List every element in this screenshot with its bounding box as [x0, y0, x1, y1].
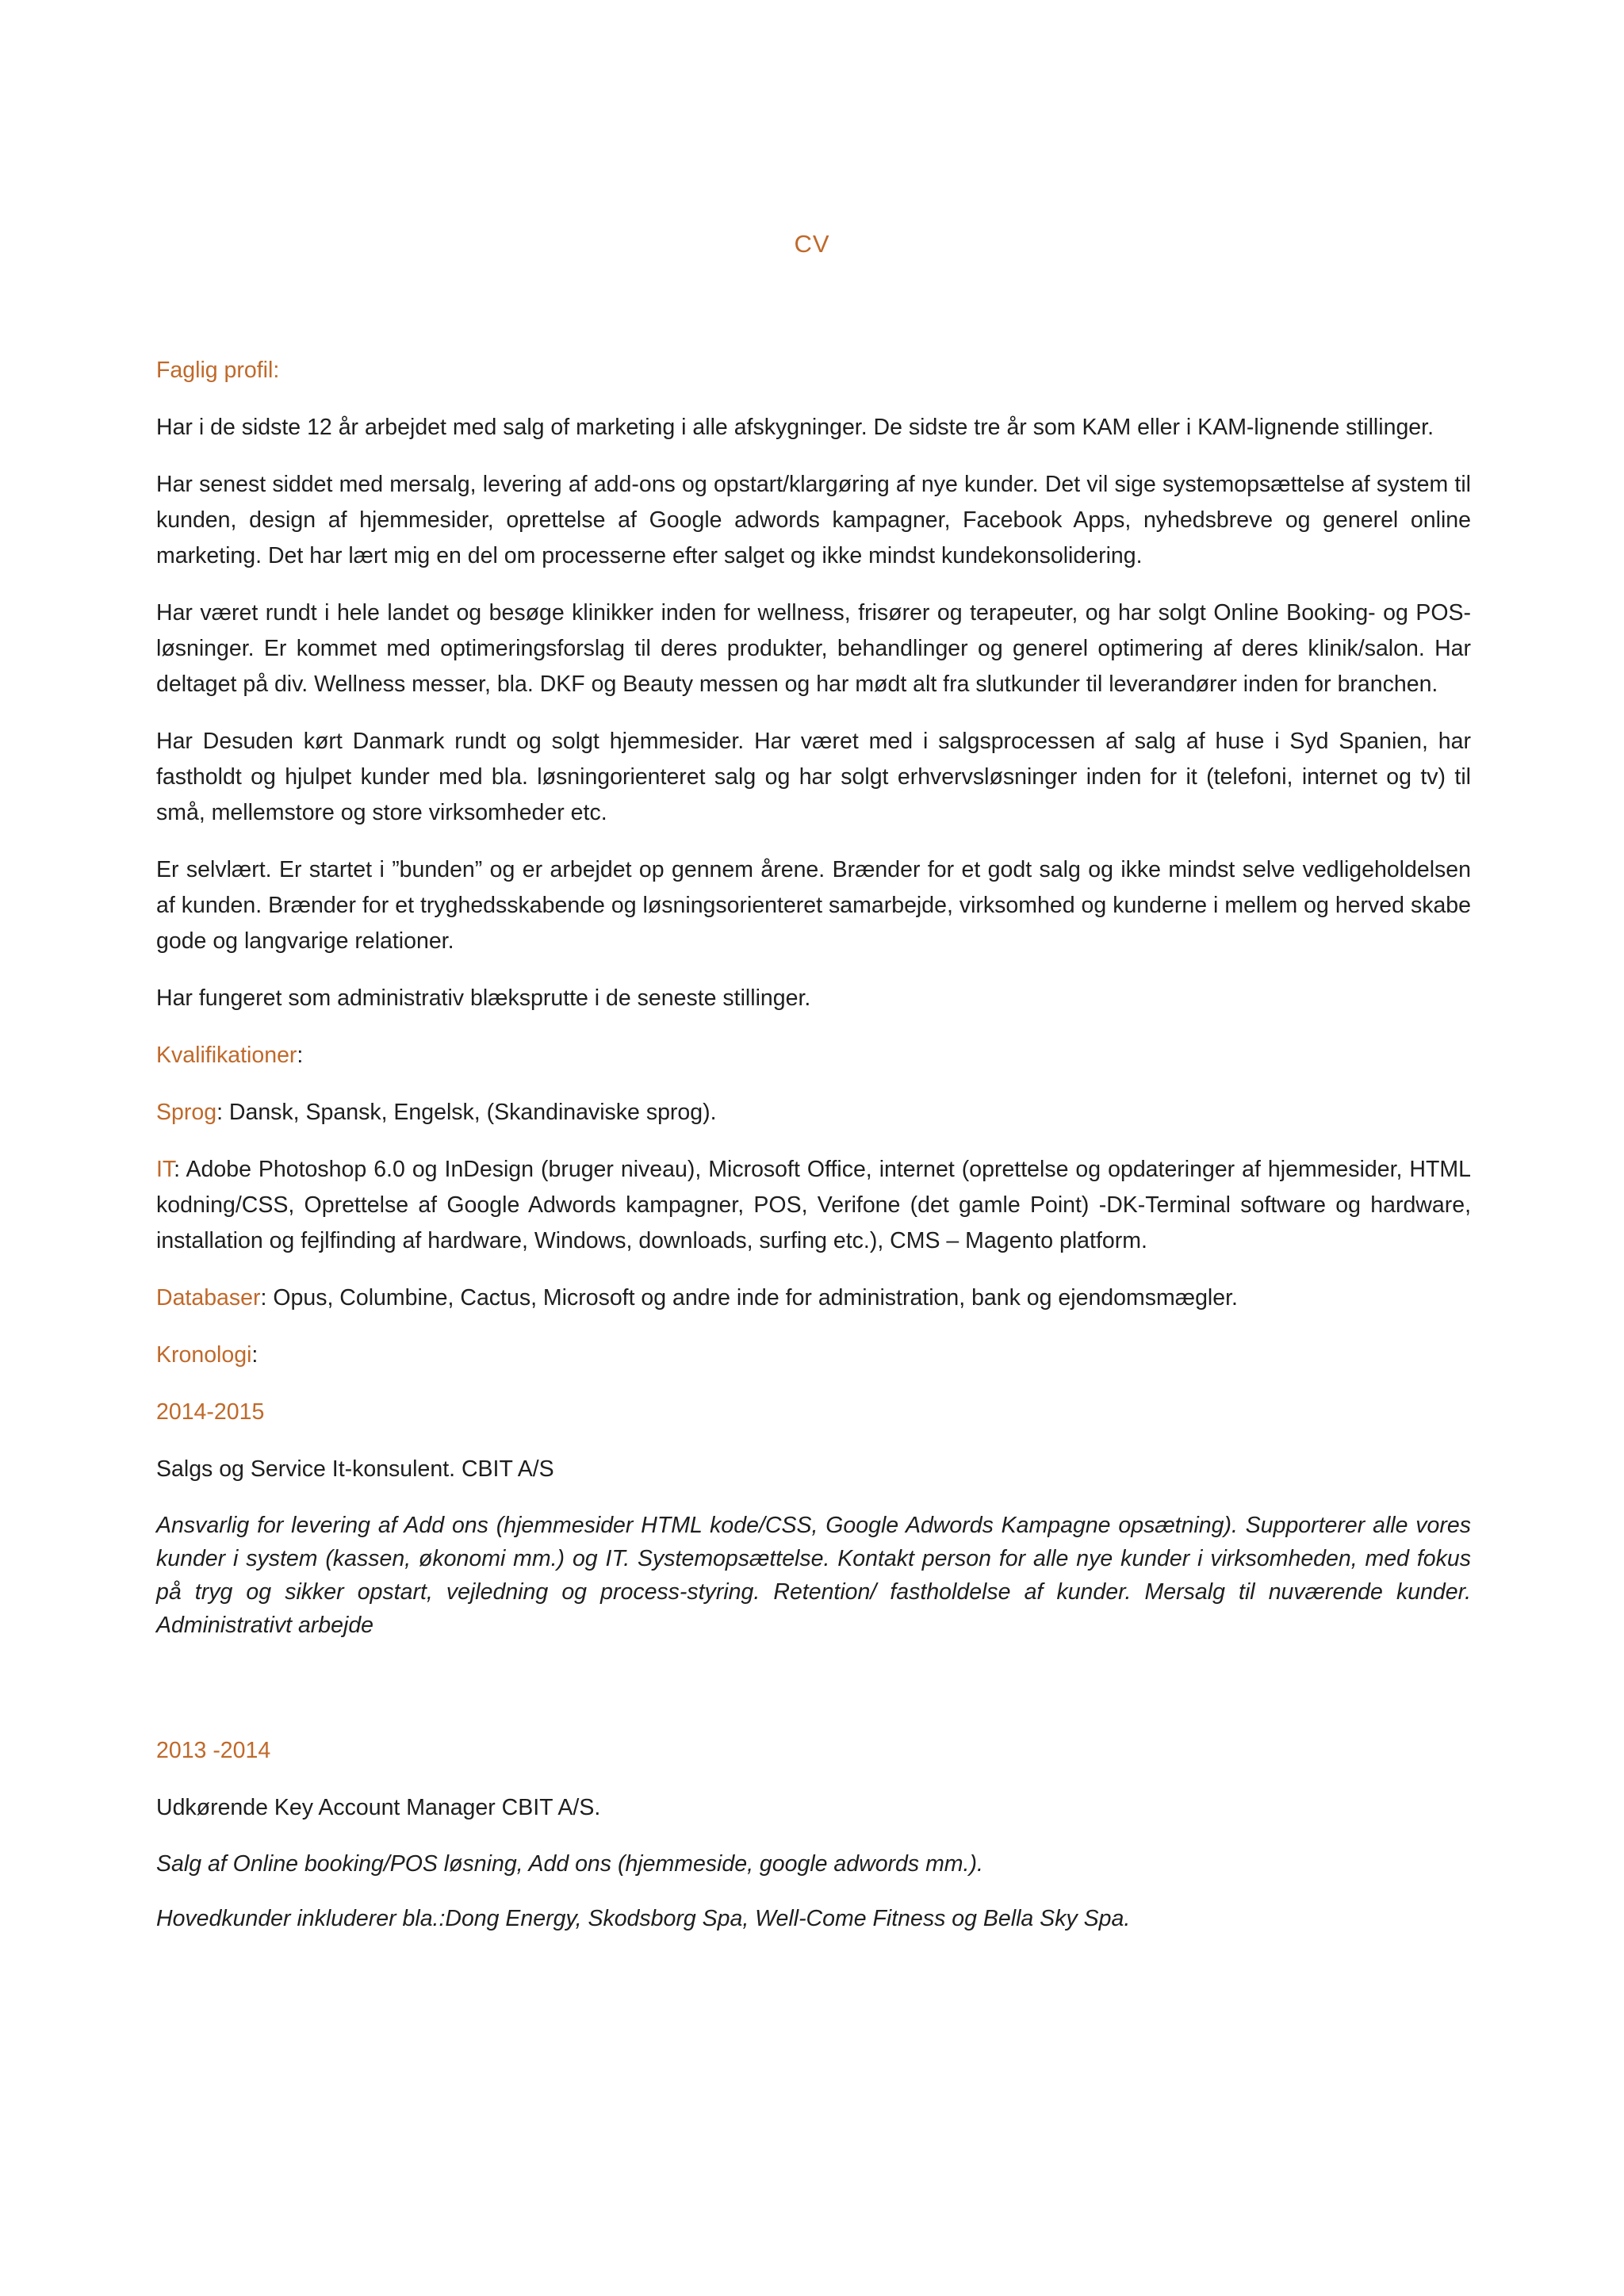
profile-paragraph: Har fungeret som administrativ blæksprutte i de seneste stillinger. [156, 985, 811, 1011]
qualifications-heading: Kvalifikationer [156, 1043, 297, 1068]
qualifications-heading-line [156, 1038, 1471, 1073]
chronology-heading-line [156, 1337, 1471, 1373]
section-spacer [156, 1663, 1471, 1733]
chronology-entry-detail: Ansvarlig for levering af Add ons (hjemmesider HTML kode/CSS, Google Adwords Kampagne opsætning). Supporterer alle vores kunder i system (kassen, økonomi mm.) og IT. Systemopsættelse. Kontakt person for alle nye kunder i virksomheden, med fokus på tryg og sikker opstart, vejledning og process-styring. Retention/ fastholdelse af kunder. Mersalg til nuværende kunder. Administrativt arbejde [156, 1513, 1471, 1638]
language-entry [156, 1095, 1471, 1131]
chronology-heading-colon: : [251, 1342, 259, 1368]
profile-paragraph: Har i de sidste 12 år arbejdet med salg of marketing i alle afskygninger. De sidste tre år som KAM eller i KAM-lignende stillinger. [156, 415, 1434, 440]
document-title: CV [794, 230, 830, 258]
language-text: : Dansk, Spansk, Engelsk, (Skandinaviske sprog). [216, 1100, 717, 1125]
profile-heading: Faglig profil: [156, 358, 280, 383]
chronology-heading: Kronologi [156, 1342, 252, 1368]
profile-paragraph: Har senest siddet med mersalg, levering af add-ons og opstart/klargøring af nye kunder. Det vil sige systemopsættelse af system til kunden, design af hjemmesider, oprettelse af Google adwords kampagner, Facebook Apps, nyhedsbreve og generel online marketing. Det har lært mig en del om processerne efter salget og ikke mindst kundekonsolidering. [156, 472, 1471, 568]
databases-text: : Opus, Columbine, Cactus, Microsoft og andre inde for administration, bank og ejendomsmægler. [260, 1285, 1238, 1311]
databases-entry [156, 1280, 1471, 1316]
chronology-entry-years: 2013 -2014 [156, 1738, 271, 1763]
it-text: : Adobe Photoshop 6.0 og InDesign (bruger niveau), Microsoft Office, internet (oprettelse og opdateringer af hjemmesider, HTML kodning/CSS, Oprettelse af Google Adwords kampagner, POS, Verifone (det gamle Point) -DK-Terminal software og hardware, installation og fejlfinding af hardware, Windows, downloads, surfing etc.), CMS – Magento platform. [156, 1157, 1471, 1253]
profile-paragraph: Har Desuden kørt Danmark rundt og solgt hjemmesider. Har været med i salgsprocessen af salg af huse i Syd Spanien, har fastholdt og hjulpet kunder med bla. løsningorienteret salg og har solgt erhvervsløsninger inden for it (telefoni, internet og tv) til små, mellemstore og store virksomheder etc. [156, 729, 1471, 825]
chronology-entry-detail: Salg af Online booking/POS løsning, Add ons (hjemmeside, google adwords mm.). [156, 1851, 983, 1877]
chronology-entry-role: Salgs og Service It-konsulent. CBIT A/S [156, 1456, 554, 1482]
chronology-entry-years: 2014-2015 [156, 1399, 265, 1425]
profile-paragraph: Er selvlært. Er startet i ”bunden” og er arbejdet op gennem årene. Brænder for et godt salg og ikke mindst selve vedligeholdelsen af kunden. Brænder for et tryghedsskabende og løsningsorienteret samarbejde, virksomhed og kunderne i mellem og herved skabe gode og langvarige relationer. [156, 857, 1471, 954]
databases-label: Databaser [156, 1285, 261, 1311]
chronology-entry-detail: Hovedkunder inkluderer bla.:Dong Energy, Skodsborg Spa, Well-Come Fitness og Bella Sky Spa. [156, 1906, 1131, 1931]
language-label: Sprog [156, 1100, 217, 1125]
profile-paragraph: Har været rundt i hele landet og besøge klinikker inden for wellness, frisører og terapeuter, og har solgt Online Booking- og POS-løsninger. Er kommet med optimeringsforslag til deres produkter, behandlinger og generel optimering af deres klinik/salon. Har deltaget på div. Wellness messer, bla. DKF og Beauty messen og har mødt alt fra slutkunder til leverandører inden for branchen. [156, 600, 1471, 697]
chronology-entry-role: Udkørende Key Account Manager CBIT A/S. [156, 1795, 601, 1820]
document-body [156, 353, 1471, 1957]
it-label: IT [156, 1157, 174, 1182]
qualifications-heading-colon: : [297, 1043, 304, 1068]
it-entry [156, 1152, 1471, 1259]
